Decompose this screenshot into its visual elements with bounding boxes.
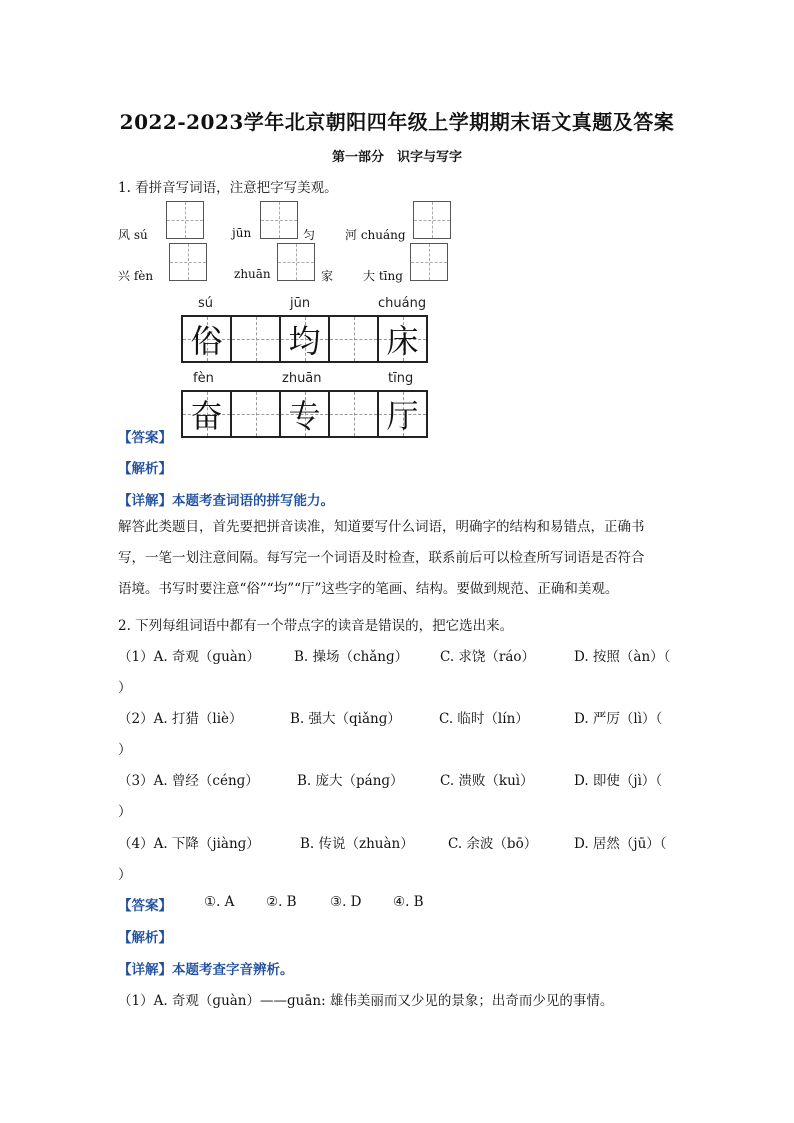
q2-item2-c: C. 临时（lín） [439,711,529,727]
writing-box [413,201,451,239]
q1-row1-word2-suffix: 匀 [303,228,316,242]
answer-grid-row2 [181,390,428,438]
q1-row2-word3: 大 tīng [363,269,403,283]
q2-item2-b: B. 强大（qiǎnɡ） [290,711,401,727]
q2-item4-d: D. 居然（jū）（ [574,836,667,852]
q2-answer-1: ①. A [204,894,235,910]
answer-cell: 专 [281,392,330,436]
q2-item2-d: D. 严厉（lì）（ [574,711,663,727]
q2-analysis-label: 【解析】 [118,930,172,946]
q2-item2-tail: ） [118,742,132,758]
answer-cell-empty [330,392,379,436]
q2-item4-a: （4）A. 下降（jiànɡ） [118,836,260,852]
q2-item3-a: （3）A. 曾经（cénɡ） [118,773,259,789]
q1-row1-word1: 风 sú [118,228,148,242]
section-heading: 第一部分 识字与写字 [331,150,462,165]
q1-detail: 【详解】本题考查词语的拼写能力。 [118,493,334,509]
q2-item4-c: C. 余波（bō） [448,836,538,852]
q2-item3-c: C. 溃败（kuì） [440,773,534,789]
answer-pinyin: fèn [193,371,214,386]
answer-grid-row1 [181,315,428,363]
q2-item1-d: D. 按照（àn）（ [574,649,671,665]
q2-detail: 【详解】本题考查字音辨析。 [118,962,294,978]
q2-item3-d: D. 即使（jì）（ [574,773,663,789]
q1-row1-word2: jūn [232,226,252,240]
answer-cell: 俗 [183,317,232,361]
q2-item4-tail: ） [118,867,132,883]
answer-pinyin: sú [198,296,214,311]
q1-answer-label: 【答案】 [118,430,172,446]
q1-row2-word2-suffix: 家 [321,269,334,283]
text-line: 解答此类题目，首先要把拼音读准，知道要写什么词语，明确字的结构和易错点，正确书 [118,519,645,535]
q2-item1-c: C. 求饶（ráo） [440,649,536,665]
page-title: 2022-2023学年北京朝阳四年级上学期期末语文真题及答案 [119,110,675,134]
answer-cell: 厅 [379,392,426,436]
answer-pinyin: zhuān [282,371,322,386]
answer-cell-empty [330,317,379,361]
writing-box [166,201,204,239]
answer-cell-empty [232,392,281,436]
answer-pinyin: tīng [388,371,414,386]
answer-pinyin: jūn [290,296,311,311]
q1-row2-word1: 兴 fèn [118,269,154,283]
q2-item1-a: （1）A. 奇观（ɡuàn） [118,649,261,665]
q2-item2-a: （2）A. 打猎（liè） [118,711,243,727]
q2-item1-b: B. 操场（chǎnɡ） [294,649,409,665]
q1-analysis-label: 【解析】 [118,461,172,477]
q2-item3-tail: ） [118,804,132,820]
writing-box [169,243,207,281]
q1-row2-word2: zhuān [234,267,271,281]
q2-answer-3: ③. D [330,894,362,910]
q1-prompt: 1. 看拼音写词语，注意把字写美观。 [118,180,338,196]
writing-box [410,243,448,281]
q2-item4-b: B. 传说（zhuàn） [300,836,414,852]
answer-cell: 床 [379,317,426,361]
answer-pinyin: chuáng [378,296,427,311]
q2-prompt: 2. 下列每组词语中都有一个带点字的读音是错误的，把它选出来。 [118,618,514,634]
q2-answer-4: ④. B [393,894,424,910]
answer-cell: 均 [281,317,330,361]
answer-cell-empty [232,317,281,361]
answer-cell: 奋 [183,392,232,436]
q1-row1-word3: 河 chuáng [345,228,406,242]
q2-item3-b: B. 庞大（pánɡ） [297,773,404,789]
text-line: 语境。书写时要注意“俗”“均”“厅”这些字的笔画、结构。要做到规范、正确和美观。 [118,581,619,597]
q2-answer-label: 【答案】 [118,898,172,914]
text-line: 写，一笔一划注意间隔。每写完一个词语及时检查，联系前后可以检查所写词语是否符合 [118,550,645,566]
q1-explanation [118,512,678,605]
q2-answer-2: ②. B [266,894,297,910]
writing-box [277,243,315,281]
writing-box [260,201,298,239]
q2-explanation: （1）A. 奇观（ɡuàn）——ɡuān: 雄伟美丽而又少见的景象；出奇而少见的事情。 [118,993,614,1009]
q2-item1-tail: ） [118,680,132,696]
